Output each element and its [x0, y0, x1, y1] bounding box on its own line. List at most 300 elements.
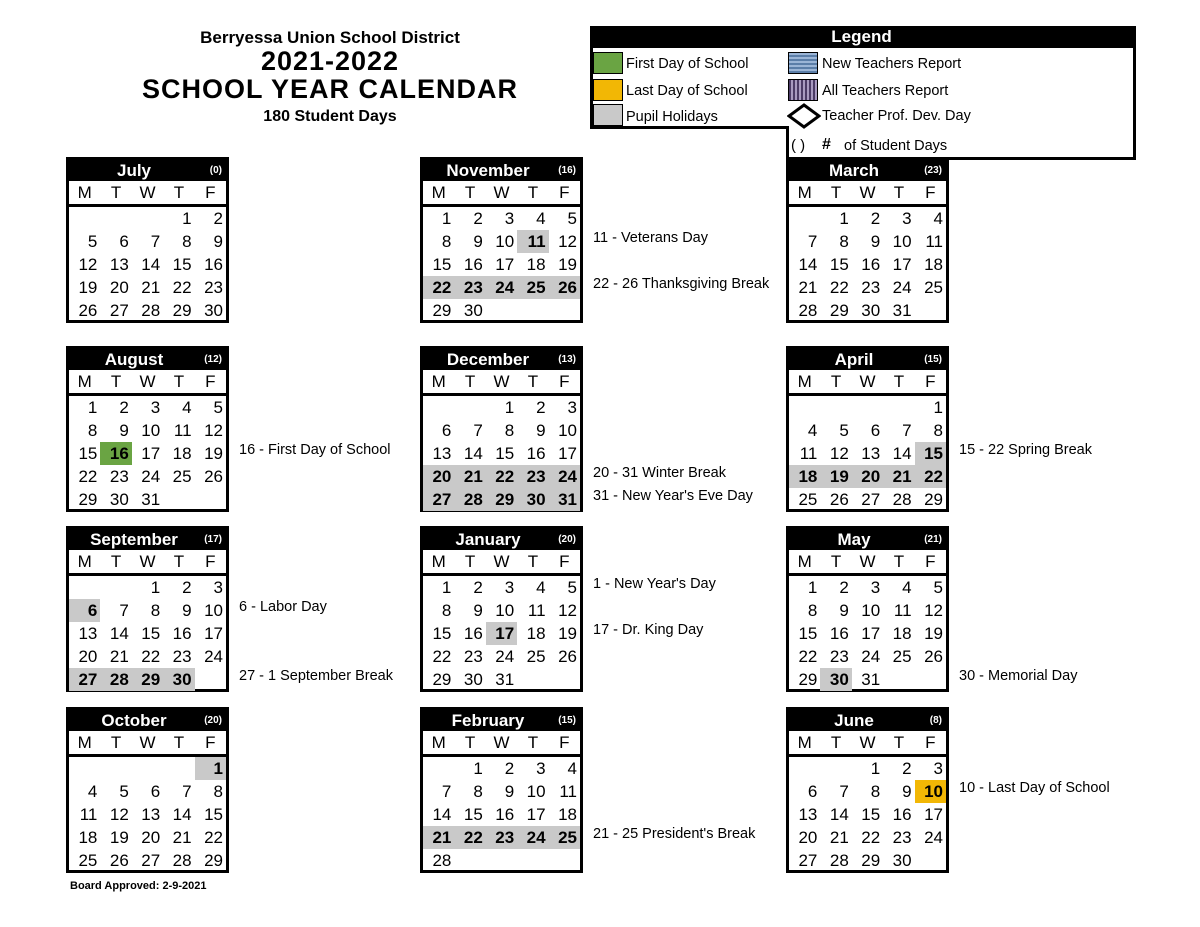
board-approved: Board Approved: 2-9-2021	[70, 880, 207, 892]
weekday-label: T	[893, 552, 905, 571]
legend-border-left2	[786, 126, 789, 159]
day-cell: 4	[807, 421, 818, 440]
day-cell: 1	[933, 398, 943, 417]
month-student-days: (20)	[558, 534, 576, 545]
day-cell: 16	[526, 444, 546, 463]
day-cell: 5	[87, 232, 98, 251]
day-cell: 31	[861, 670, 881, 689]
day-cell: 22	[486, 465, 517, 488]
month-student-days: (23)	[924, 165, 942, 176]
day-cell: 18	[526, 255, 546, 274]
weekday-label: T	[527, 733, 539, 752]
event-note: 6 - Labor Day	[239, 599, 327, 615]
day-cell: 12	[78, 255, 98, 274]
day-cell: 14	[892, 444, 912, 463]
day-cell: 14	[798, 255, 818, 274]
day-cell: 2	[473, 209, 483, 228]
day-cell: 1	[870, 759, 881, 778]
day-cell: 19	[204, 444, 223, 463]
event-note: 22 - 26 Thanksgiving Break	[593, 276, 770, 292]
day-cell: 15	[204, 805, 223, 824]
month-october	[66, 707, 229, 873]
day-cell: 21	[109, 647, 129, 666]
day-cell: 3	[902, 209, 912, 228]
weekday-label: F	[205, 733, 216, 752]
day-cell: 6	[119, 232, 129, 251]
day-cell: 1	[504, 398, 515, 417]
weekday-label: M	[797, 372, 812, 391]
day-cell: 27	[69, 668, 100, 691]
weekday-label: T	[173, 733, 185, 752]
event-note: 11 - Veterans Day	[593, 230, 708, 246]
day-cell: 11	[559, 782, 577, 801]
day-cell: 11	[799, 444, 818, 463]
weekday-label: F	[925, 372, 936, 391]
weekday-label: T	[110, 733, 122, 752]
weekday-row	[69, 731, 226, 757]
day-cell: 16	[204, 255, 223, 274]
month-january	[420, 526, 583, 692]
weekday-row	[69, 550, 226, 576]
day-cell: 30	[517, 488, 548, 511]
day-cell: 9	[536, 421, 546, 440]
day-cell: 11	[893, 601, 912, 620]
day-cell: 4	[933, 209, 943, 228]
day-cell: 29	[172, 301, 192, 320]
month-december	[420, 346, 583, 512]
day-cell: 25	[172, 467, 192, 486]
day-cell: 10	[495, 232, 515, 251]
month-name: January	[455, 530, 521, 549]
day-cell: 15	[829, 255, 849, 274]
weekday-label: T	[110, 552, 122, 571]
day-cell: 8	[441, 601, 452, 620]
day-cell: 24	[486, 276, 517, 299]
day-cell: 27	[141, 851, 161, 870]
day-cell: 13	[798, 805, 818, 824]
event-note: 17 - Dr. King Day	[593, 622, 704, 638]
day-cell: 4	[536, 578, 546, 597]
day-cell: 8	[504, 421, 515, 440]
weekday-label: F	[559, 183, 570, 202]
weekday-label: F	[925, 183, 936, 202]
weekday-row	[423, 550, 580, 576]
month-name: March	[828, 161, 880, 180]
weekday-label: T	[527, 552, 539, 571]
day-cell: 5	[933, 578, 943, 597]
month-student-days: (15)	[558, 715, 576, 726]
day-cell: 11	[925, 232, 943, 251]
day-cell: 19	[558, 255, 577, 274]
weekday-label: M	[77, 552, 92, 571]
day-cell: 6	[150, 782, 161, 801]
legend-paren: ( )	[791, 137, 806, 154]
day-cell: 3	[504, 578, 515, 597]
calendar-title: SCHOOL YEAR CALENDAR	[141, 74, 519, 104]
day-cell: 18	[892, 624, 912, 643]
weekday-label: W	[493, 552, 510, 571]
day-cell: 12	[558, 232, 577, 251]
weekday-label: W	[493, 733, 510, 752]
day-cell: 22	[432, 647, 452, 666]
day-cell: 1	[473, 759, 483, 778]
weekday-row	[789, 370, 946, 396]
day-cell: 28	[892, 490, 912, 509]
day-cell: 23	[861, 278, 881, 297]
weekday-row	[69, 370, 226, 396]
all-teachers-swatch	[788, 79, 818, 101]
event-note: 1 - New Year's Day	[593, 576, 716, 592]
weekday-label: F	[205, 372, 216, 391]
day-cell: 26	[204, 467, 223, 486]
weekday-label: W	[493, 183, 510, 202]
legend-first-day: First Day of School	[626, 56, 749, 72]
day-cell: 1	[87, 398, 98, 417]
day-cell: 20	[78, 647, 98, 666]
day-cell: 20	[423, 465, 454, 488]
month-student-days: (0)	[209, 165, 222, 176]
day-cell: 15	[798, 624, 818, 643]
day-cell: 7	[902, 421, 912, 440]
weekday-label: F	[559, 372, 570, 391]
day-cell: 28	[798, 301, 818, 320]
new-teachers-swatch	[788, 52, 818, 74]
day-cell: 27	[423, 488, 454, 511]
weekday-label: T	[173, 552, 185, 571]
day-cell: 15	[172, 255, 192, 274]
day-cell: 24	[861, 647, 881, 666]
day-cell: 5	[567, 209, 577, 228]
day-cell: 1	[150, 578, 161, 597]
day-cell: 17	[558, 444, 577, 463]
day-cell: 30	[892, 851, 912, 870]
day-cell: 17	[861, 624, 881, 643]
day-cell: 30	[463, 670, 483, 689]
legend-border-mid	[590, 126, 788, 129]
month-header	[423, 710, 580, 731]
day-cell: 17	[495, 255, 515, 274]
day-cell: 25	[526, 647, 546, 666]
day-cell: 22	[78, 467, 98, 486]
month-name: June	[834, 711, 874, 730]
day-cell: 22	[141, 647, 161, 666]
day-cell: 1	[182, 209, 192, 228]
day-cell: 12	[924, 601, 943, 620]
month-name: October	[101, 711, 167, 730]
day-cell: 18	[526, 624, 546, 643]
day-cell: 3	[504, 209, 515, 228]
legend-title: Legend	[590, 26, 1133, 48]
day-cell: 6	[807, 782, 818, 801]
day-cell: 28	[100, 668, 131, 691]
month-september	[66, 526, 229, 692]
day-cell: 22	[204, 828, 223, 847]
month-header	[423, 160, 580, 181]
day-cell: 22	[798, 647, 818, 666]
weekday-label: W	[859, 552, 876, 571]
weekday-label: T	[893, 183, 905, 202]
weekday-row	[423, 370, 580, 396]
day-cell: 30	[463, 301, 483, 320]
day-cell: 22	[829, 278, 849, 297]
day-cell: 21	[141, 278, 161, 297]
month-name: September	[90, 530, 178, 549]
day-cell: 21	[454, 465, 485, 488]
weekday-label: W	[859, 183, 876, 202]
day-cell: 25	[549, 826, 580, 849]
day-cell: 13	[141, 805, 161, 824]
month-june	[786, 707, 949, 873]
day-cell: 29	[432, 301, 452, 320]
day-cell: 8	[87, 421, 98, 440]
weekday-label: T	[464, 183, 476, 202]
month-name: May	[837, 530, 871, 549]
day-cell: 8	[839, 232, 849, 251]
day-cell: 23	[829, 647, 849, 666]
weekday-label: F	[925, 733, 936, 752]
day-cell: 28	[454, 488, 485, 511]
day-cell: 31	[549, 488, 580, 511]
day-cell: 27	[798, 851, 818, 870]
month-header	[789, 710, 946, 731]
month-header	[789, 529, 946, 550]
day-cell: 8	[473, 782, 483, 801]
day-cell: 12	[109, 805, 129, 824]
day-cell: 4	[182, 398, 192, 417]
day-cell: 10	[915, 780, 946, 803]
weekday-label: F	[559, 733, 570, 752]
day-cell: 26	[558, 647, 577, 666]
day-cell: 23	[172, 647, 192, 666]
month-name: July	[116, 161, 152, 180]
day-cell: 28	[432, 851, 452, 870]
day-cell: 30	[204, 301, 223, 320]
day-cell: 20	[798, 828, 818, 847]
day-cell: 9	[473, 601, 483, 620]
weekday-row	[69, 181, 226, 207]
legend-student-days: of Student Days	[844, 138, 948, 154]
day-cell: 30	[163, 668, 194, 691]
day-cell: 23	[204, 278, 223, 297]
day-cell: 2	[839, 578, 849, 597]
weekday-row	[423, 181, 580, 207]
day-cell: 15	[141, 624, 161, 643]
day-cell: 9	[119, 421, 129, 440]
day-cell: 18	[789, 465, 820, 488]
day-cell: 29	[78, 490, 98, 509]
weekday-label: T	[173, 372, 185, 391]
day-cell: 15	[463, 805, 483, 824]
legend-hash: #	[822, 136, 831, 153]
weekday-label: T	[110, 372, 122, 391]
day-cell: 9	[213, 232, 223, 251]
weekday-label: F	[205, 183, 216, 202]
day-cell: 15	[432, 624, 452, 643]
day-cell: 16	[172, 624, 192, 643]
district-name: Berryessa Union School District	[200, 28, 460, 47]
day-cell: 17	[141, 444, 161, 463]
day-cell: 15	[432, 255, 452, 274]
day-cell: 15	[861, 805, 881, 824]
day-cell: 31	[141, 490, 161, 509]
day-cell: 21	[829, 828, 849, 847]
day-cell: 10	[204, 601, 223, 620]
day-cell: 25	[798, 490, 818, 509]
day-cell: 29	[924, 490, 943, 509]
day-cell: 8	[150, 601, 161, 620]
legend-border-right	[1133, 26, 1136, 160]
day-cell: 16	[829, 624, 849, 643]
day-cell: 24	[204, 647, 223, 666]
day-cell: 30	[109, 490, 129, 509]
day-cell: 24	[892, 278, 912, 297]
day-cell: 13	[78, 624, 98, 643]
day-cell: 8	[182, 232, 192, 251]
event-note: 15 - 22 Spring Break	[959, 442, 1092, 458]
day-cell: 26	[549, 276, 580, 299]
day-cell: 19	[109, 828, 129, 847]
day-cell: 6	[441, 421, 452, 440]
diamond-icon	[787, 103, 821, 129]
day-cell: 13	[432, 444, 452, 463]
weekday-label: M	[431, 183, 446, 202]
month-header	[69, 349, 226, 370]
day-cell: 9	[182, 601, 192, 620]
day-cell: 14	[172, 805, 192, 824]
weekday-label: T	[173, 183, 185, 202]
day-cell: 29	[432, 670, 452, 689]
day-cell: 23	[486, 826, 517, 849]
weekday-label: T	[464, 733, 476, 752]
month-name: November	[446, 161, 530, 180]
day-cell: 1	[195, 757, 226, 780]
day-cell: 16	[861, 255, 881, 274]
legend-pupil-holidays: Pupil Holidays	[626, 109, 718, 125]
day-cell: 24	[924, 828, 943, 847]
month-header	[423, 349, 580, 370]
weekday-label: M	[77, 372, 92, 391]
weekday-label: T	[893, 372, 905, 391]
weekday-label: W	[139, 183, 156, 202]
event-note: 20 - 31 Winter Break	[593, 465, 726, 481]
weekday-label: F	[559, 552, 570, 571]
day-cell: 11	[79, 805, 98, 824]
event-note: 31 - New Year's Eve Day	[593, 488, 753, 504]
event-note: 16 - First Day of School	[239, 442, 391, 458]
day-cell: 7	[441, 782, 452, 801]
month-student-days: (16)	[558, 165, 576, 176]
day-cell: 1	[807, 578, 818, 597]
day-cell: 25	[924, 278, 943, 297]
day-cell: 13	[861, 444, 881, 463]
day-cell: 8	[870, 782, 881, 801]
day-cell: 1	[839, 209, 849, 228]
day-cell: 6	[69, 599, 100, 622]
day-cell: 1	[441, 578, 452, 597]
day-cell: 23	[454, 276, 485, 299]
day-cell: 20	[852, 465, 883, 488]
day-cell: 7	[839, 782, 849, 801]
day-cell: 22	[423, 276, 454, 299]
month-student-days: (15)	[924, 354, 942, 365]
weekday-label: T	[893, 733, 905, 752]
month-header	[789, 349, 946, 370]
day-cell: 24	[141, 467, 161, 486]
weekday-label: M	[797, 552, 812, 571]
day-cell: 1	[441, 209, 452, 228]
legend-new-teachers: New Teachers Report	[822, 56, 962, 72]
weekday-label: F	[205, 552, 216, 571]
day-cell: 23	[463, 647, 483, 666]
month-student-days: (21)	[924, 534, 942, 545]
day-cell: 24	[517, 826, 548, 849]
weekday-label: T	[110, 183, 122, 202]
month-may	[786, 526, 949, 692]
day-cell: 29	[204, 851, 223, 870]
legend-all-teachers: All Teachers Report	[822, 83, 949, 99]
day-cell: 23	[892, 828, 912, 847]
day-cell: 22	[861, 828, 881, 847]
day-cell: 8	[807, 601, 818, 620]
month-april	[786, 346, 949, 512]
weekday-label: W	[493, 372, 510, 391]
day-cell: 28	[829, 851, 849, 870]
legend-last-day: Last Day of School	[626, 83, 748, 99]
weekday-label: M	[431, 552, 446, 571]
day-cell: 29	[861, 851, 881, 870]
day-cell: 28	[172, 851, 192, 870]
weekday-label: M	[77, 183, 92, 202]
day-cell: 7	[119, 601, 129, 620]
day-cell: 2	[902, 759, 912, 778]
day-cell: 19	[78, 278, 98, 297]
month-student-days: (12)	[204, 354, 222, 365]
day-cell: 16	[892, 805, 912, 824]
day-cell: 8	[213, 782, 223, 801]
day-cell: 26	[829, 490, 849, 509]
month-student-days: (20)	[204, 715, 222, 726]
month-november	[420, 157, 583, 323]
legend	[0, 0, 1200, 170]
day-cell: 14	[141, 255, 161, 274]
day-cell: 2	[182, 578, 192, 597]
month-name: February	[451, 711, 525, 730]
day-cell: 25	[517, 276, 548, 299]
day-cell: 17	[526, 805, 546, 824]
day-cell: 11	[527, 601, 546, 620]
day-cell: 27	[109, 301, 129, 320]
day-cell: 31	[495, 670, 515, 689]
day-cell: 2	[119, 398, 129, 417]
event-note: 10 - Last Day of School	[959, 780, 1110, 796]
month-august	[66, 346, 229, 512]
day-cell: 9	[870, 232, 881, 251]
day-cell: 22	[172, 278, 192, 297]
weekday-label: F	[925, 552, 936, 571]
day-cell: 20	[109, 278, 129, 297]
day-cell: 7	[473, 421, 483, 440]
weekday-label: T	[830, 733, 842, 752]
day-cell: 3	[150, 398, 161, 417]
weekday-label: T	[527, 183, 539, 202]
day-cell: 25	[892, 647, 912, 666]
day-cell: 22	[454, 826, 485, 849]
day-cell: 4	[902, 578, 912, 597]
day-cell: 23	[109, 467, 129, 486]
event-note: 21 - 25 President's Break	[593, 826, 756, 842]
weekday-row	[423, 731, 580, 757]
first-day-swatch	[593, 52, 623, 74]
